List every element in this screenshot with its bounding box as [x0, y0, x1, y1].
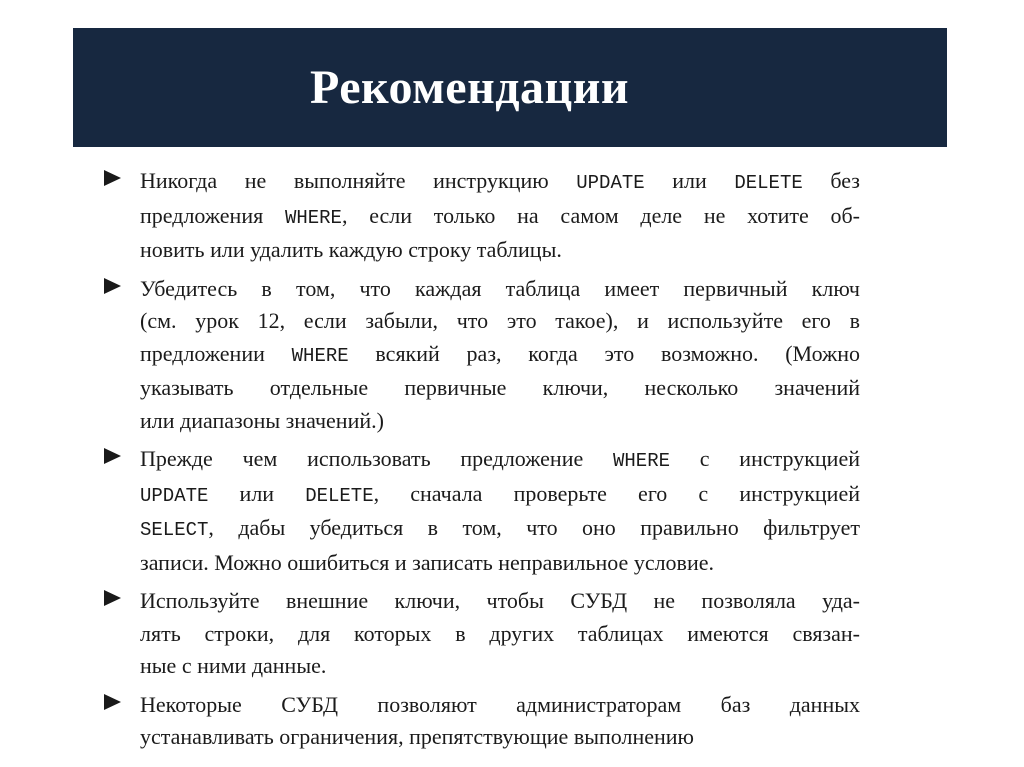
- list-item-text: [140, 273, 860, 438]
- text-run: Никогда не выполняйте инструкцию: [140, 168, 577, 193]
- text-run: с инструкцией: [670, 446, 860, 471]
- text-run: Прежде чем использовать предложение: [140, 446, 613, 471]
- slide-title: Рекомендации: [310, 61, 630, 114]
- list-item-text: [140, 689, 860, 754]
- text-run: или: [208, 480, 306, 506]
- list-item: [100, 689, 860, 754]
- text-run: или диапазоны значений.): [140, 407, 384, 433]
- list-item: [100, 165, 860, 267]
- list-item: [100, 585, 860, 683]
- text-run: указывать отдельные первичные ключи, несколько значений: [140, 375, 860, 400]
- text-line: [140, 618, 860, 651]
- sql-keyword: WHERE: [291, 344, 349, 367]
- text-run: (см. урок 12, если забыли, что это такое), и используйте его в: [140, 308, 860, 333]
- text-line: [140, 338, 860, 373]
- list-item-text: [140, 585, 860, 683]
- text-run: Некоторые СУБД позволяют администраторам баз данных: [140, 691, 860, 717]
- text-run: новить или удалить каждую строку таблицы.: [140, 237, 562, 262]
- sql-keyword: SELECT: [140, 519, 209, 541]
- sql-keyword: DELETE: [305, 484, 374, 507]
- list-item-text: [140, 165, 860, 267]
- sql-keyword: WHERE: [613, 450, 671, 472]
- text-line: [140, 273, 860, 306]
- text-line: [140, 305, 860, 338]
- text-run: , дабы убедиться в том, что оно правильно фильтрует: [208, 515, 860, 540]
- text-line: [140, 650, 860, 683]
- title-bar: [73, 28, 947, 147]
- text-line: [140, 512, 860, 547]
- triangle-bullet-icon: [104, 694, 121, 710]
- text-run: , сначала проверьте его с инструкцией: [373, 480, 860, 506]
- text-run: всякий раз, когда это возможно. (Можно: [348, 340, 860, 366]
- text-line: [140, 721, 860, 754]
- text-line: [140, 405, 860, 438]
- text-line: [140, 165, 860, 200]
- text-line: [140, 234, 860, 267]
- text-run: предложении: [140, 340, 292, 366]
- triangle-bullet-icon: [104, 590, 121, 606]
- text-run: , если только на самом деле не хотите об-: [341, 202, 860, 228]
- text-run: Используйте внешние ключи, чтобы СУБД не позволяла уда-: [140, 588, 860, 613]
- text-line: [140, 547, 860, 580]
- sql-keyword: DELETE: [734, 172, 803, 194]
- recommendations-list: [100, 165, 860, 754]
- text-line: [140, 200, 860, 235]
- text-run: Убедитесь в том, что каждая таблица имеет первичный ключ: [140, 275, 860, 301]
- text-line: [140, 372, 860, 405]
- triangle-bullet-icon: [104, 278, 121, 294]
- sql-keyword: UPDATE: [140, 484, 209, 507]
- text-line: [140, 443, 860, 478]
- sql-keyword: WHERE: [284, 206, 342, 229]
- sql-keyword: UPDATE: [576, 172, 645, 194]
- text-run: лять строки, для которых в других таблицах имеются связан-: [140, 620, 860, 646]
- list-item: [100, 443, 860, 579]
- text-line: [140, 689, 860, 722]
- text-run: устанавливать ограничения, препятствующие выполнению: [140, 724, 694, 749]
- text-run: ные с ними данные.: [140, 653, 327, 678]
- text-line: [140, 585, 860, 618]
- text-run: или: [644, 168, 735, 193]
- list-item-text: [140, 443, 860, 579]
- triangle-bullet-icon: [104, 448, 121, 464]
- text-line: [140, 478, 860, 513]
- text-run: предложения: [140, 202, 285, 228]
- list-item: [100, 273, 860, 438]
- text-run: без: [802, 168, 860, 193]
- triangle-bullet-icon: [104, 170, 121, 186]
- text-run: записи. Можно ошибиться и записать неправильное условие.: [140, 549, 714, 575]
